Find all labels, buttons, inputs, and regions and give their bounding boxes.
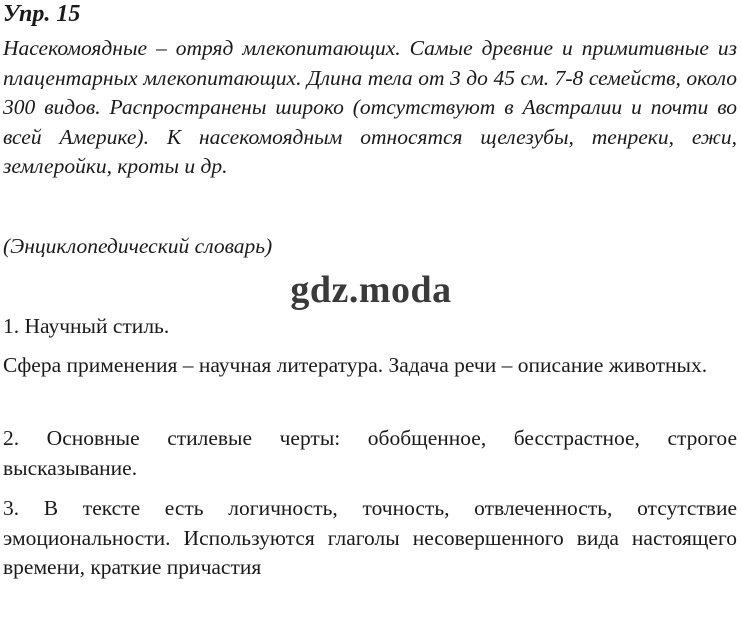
source-text-paragraph: Насекомоядные – отряд млекопитающих. Самые древние и примитивные из плацентарных млекопитающих. Длина тела от 3 до 45 см. 7-8 семейств, около 300 видов. Распространены широко (отсутствуют в Австралии и почти во всей Америке). К насекомоядным относятся щелезубы, тенреки, ежи, землеройки, кроты и др.	[3, 36, 737, 178]
watermark-logo: gdz.moda	[290, 269, 452, 311]
exercise-title: Упр. 15	[3, 1, 81, 27]
answer-sphere: Сфера применения – научная литература. Задача речи – описание животных.	[3, 353, 708, 377]
answer-features: 2. Основные стилевые черты: обобщенное, бесстрастное, строгое высказывание.	[3, 426, 737, 480]
answer-language-means: 3. В тексте есть логичность, точность, отвлеченность, отсутствие эмоциональности. Используются глаголы несовершенного вида настоящего времени, краткие причастия	[3, 496, 737, 579]
answer-style: 1. Научный стиль.	[3, 314, 170, 338]
source-attribution: (Энциклопедический словарь)	[3, 234, 273, 258]
